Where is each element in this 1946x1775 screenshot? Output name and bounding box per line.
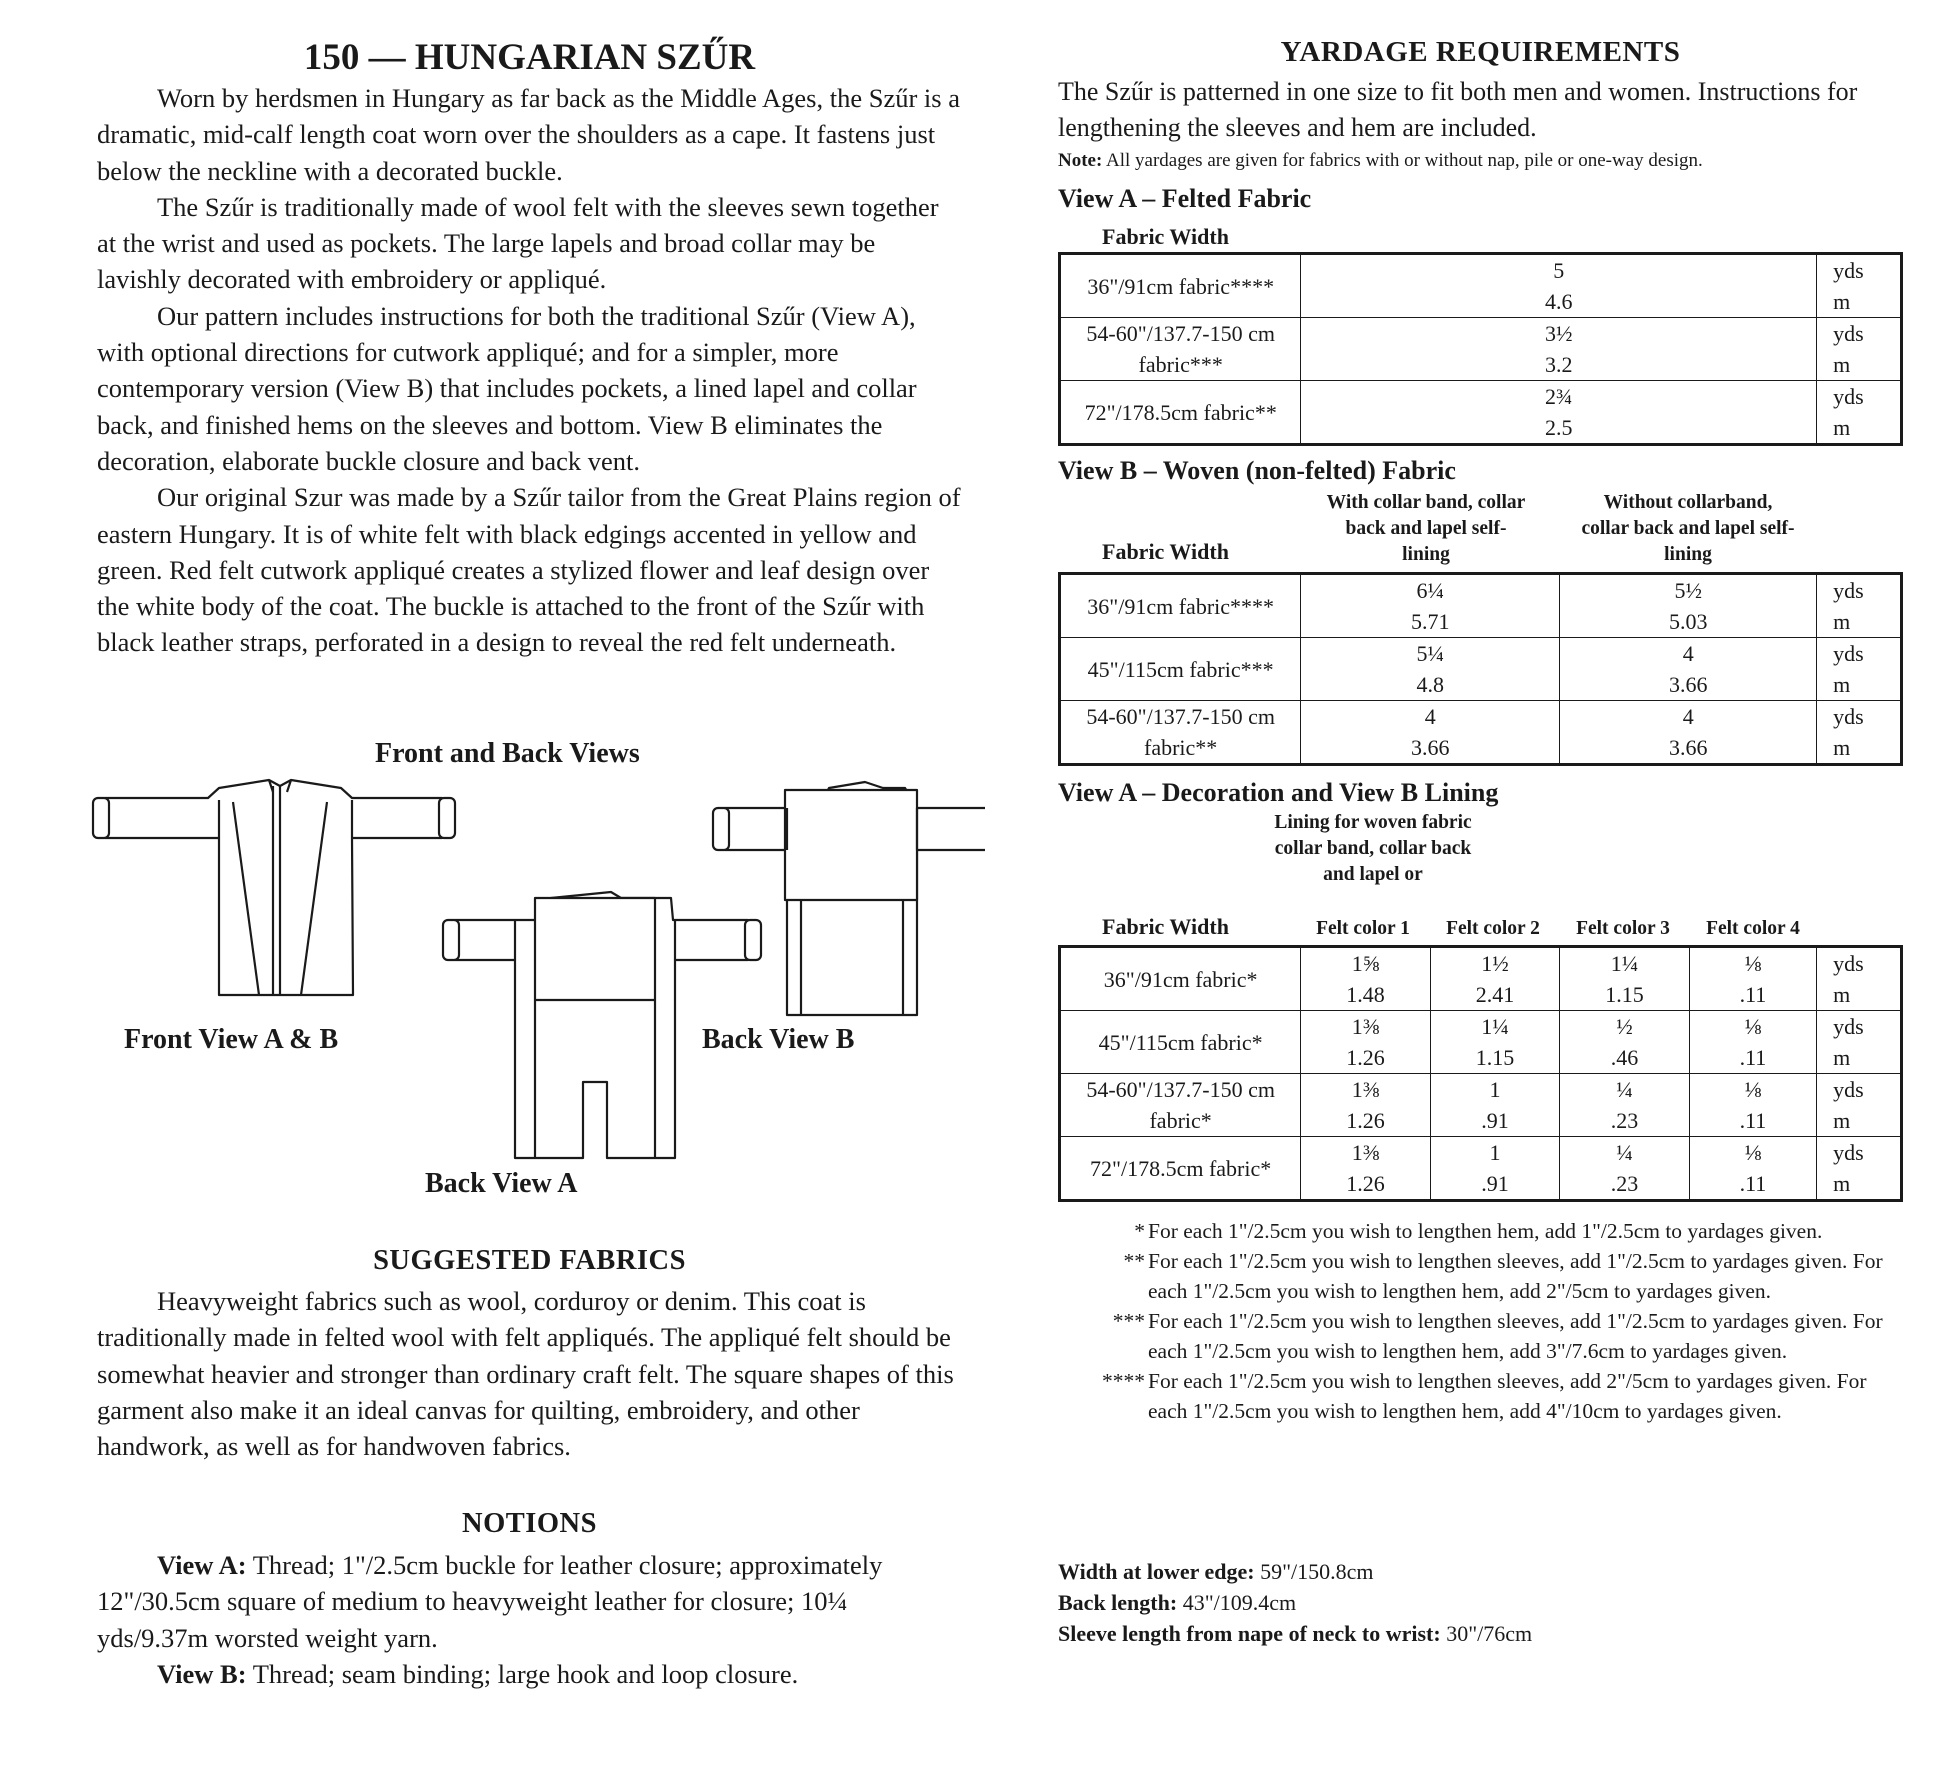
felt-color-4-cell (1689, 1137, 1816, 1201)
unit-cell (1817, 574, 1902, 638)
intro-paragraph: Worn by herdsmen in Hungary as far back as the Middle Ages, the Szűr is a dramatic, mid-calf length coat worn over the shoulders as a cape. It fastens just below the neckline with a decorated buckle. (97, 83, 960, 186)
felt-color-1-cell-yds: 1⅜ (1351, 1140, 1380, 1165)
footnote-text: For each 1"/2.5cm you wish to lengthen hem, add 1"/2.5cm to yardages given. (1148, 1219, 1823, 1243)
footnote-mark: **** (1102, 1369, 1145, 1393)
with-lining-cell (1301, 701, 1560, 765)
without-lining-cell-m: 3.66 (1668, 735, 1708, 760)
table-row (1060, 1011, 1902, 1074)
notions-view-b-text: Thread; seam binding; large hook and loop closure. (246, 1658, 799, 1689)
notions-view-a (97, 1547, 962, 1656)
felt-color-2-cell-m: .91 (1481, 1108, 1509, 1133)
unit-cell (1817, 947, 1902, 1011)
felt-color-2-header: Felt color 2 (1446, 918, 1540, 939)
fabrics-heading: SUGGESTED FABRICS (373, 1245, 686, 1276)
decoration-table (1058, 945, 1903, 1202)
felt-color-4-cell-m: .11 (1739, 1045, 1767, 1070)
note-label: Note: (1058, 150, 1103, 171)
felt-color-2-cell (1430, 947, 1559, 1011)
unit-yds: yds (1833, 258, 1864, 283)
view-b-table (1058, 572, 1903, 766)
finished-measurements (1058, 1556, 1532, 1649)
fabric-width-cell: 54-60"/137.7-150 cm fabric** (1060, 701, 1301, 765)
felt-color-4-cell-yds: ⅛ (1744, 1077, 1762, 1102)
felt-color-3-cell (1560, 1011, 1689, 1074)
table-row (1060, 947, 1902, 1011)
fabric-width-cell: 36"/91cm fabric**** (1060, 574, 1301, 638)
fabric-width-cell: 72"/178.5cm fabric* (1060, 1137, 1301, 1201)
measurement-label: Width at lower edge: (1058, 1559, 1255, 1584)
garment-illustration (85, 770, 985, 1190)
page-title: 150 — HUNGARIAN SZŰR (303, 37, 756, 78)
felt-color-4-cell-m: .11 (1739, 1171, 1767, 1196)
fabric-width-cell: 36"/91cm fabric**** (1060, 254, 1301, 318)
measurement-row (1058, 1556, 1532, 1587)
measurement-value: 30"/76cm (1440, 1621, 1533, 1646)
unit-m: m (1833, 1045, 1851, 1070)
without-lining-cell-m: 3.66 (1668, 672, 1708, 697)
measurement-value: 59"/150.8cm (1254, 1559, 1374, 1584)
unit-m: m (1833, 1171, 1851, 1196)
unit-cell (1817, 254, 1902, 318)
felt-color-4-cell-yds: ⅛ (1744, 1014, 1762, 1039)
back-view-b-drawing (713, 782, 985, 1015)
notions-view-a-text: Thread; 1"/2.5cm buckle for leather closure; approximately 12"/30.5cm square of medium to heavyweight leather for closure; 10¼ yds/9.37m worsted weight yarn. (97, 1550, 883, 1653)
footnote-mark: *** (1112, 1309, 1145, 1333)
felt-color-4-cell (1689, 947, 1816, 1011)
unit-cell (1817, 1137, 1902, 1201)
back-view-b-label: Back View B (702, 1024, 855, 1055)
footnote-text: For each 1"/2.5cm you wish to lengthen sleeves, add 1"/2.5cm to yardages given. For each 1"/2.5cm you wish to lengthen hem, add 3"/7.6cm to yardages given. (1148, 1309, 1883, 1363)
footnote (1098, 1366, 1898, 1426)
felt-color-3-header: Felt color 3 (1576, 918, 1670, 939)
without-lining-cell (1560, 574, 1817, 638)
with-lining-cell (1301, 638, 1560, 701)
unit-cell (1817, 381, 1902, 445)
view-b-col-header: Fabric Width (1102, 539, 1229, 564)
without-lining-cell-m: 5.03 (1668, 609, 1708, 634)
unit-cell (1817, 1074, 1902, 1137)
felt-color-4-cell (1689, 1074, 1816, 1137)
felt-color-3-cell-yds: 1¼ (1610, 951, 1639, 976)
felt-color-3-cell-m: 1.15 (1605, 982, 1644, 1007)
footnote (1098, 1246, 1898, 1306)
unit-m: m (1833, 352, 1851, 377)
intro-paragraph: The Szűr is traditionally made of wool felt with the sleeves sewn together at the wrist and used as pockets. The large lapels and broad collar may be lavishly decorated with embroidery or appliqué. (97, 191, 939, 295)
felt-color-1-cell (1301, 1137, 1430, 1201)
view-a-col-header: Fabric Width (1102, 224, 1229, 249)
unit-cell (1817, 1011, 1902, 1074)
unit-m: m (1833, 672, 1851, 697)
notions-heading: NOTIONS (462, 1508, 597, 1539)
unit-yds: yds (1833, 1077, 1864, 1102)
fabric-width-cell: 54-60"/137.7-150 cm fabric*** (1060, 318, 1301, 381)
yardage-cell-yds: 3½ (1545, 321, 1573, 346)
footnote-text: For each 1"/2.5cm you wish to lengthen sleeves, add 2"/5cm to yardages given. For each 1"/2.5cm you wish to lengthen hem, add 4"/10cm to yardages given. (1148, 1369, 1867, 1423)
intro-text (97, 80, 962, 661)
felt-color-2-cell (1430, 1011, 1559, 1074)
without-lining-cell-yds: 4 (1682, 704, 1694, 729)
back-view-a-label: Back View A (425, 1168, 578, 1199)
felt-color-2-cell-m: 2.41 (1475, 982, 1515, 1007)
with-lining-cell-m: 5.71 (1411, 609, 1450, 634)
unit-cell (1817, 701, 1902, 765)
unit-m: m (1833, 735, 1851, 760)
table-row (1060, 701, 1902, 765)
yardage-cell-m: 4.6 (1545, 289, 1573, 314)
fabric-width-cell: 36"/91cm fabric* (1060, 947, 1301, 1011)
unit-yds: yds (1833, 578, 1864, 603)
felt-color-2-cell-yds: 1 (1489, 1077, 1501, 1102)
felt-color-3-cell (1560, 1137, 1689, 1201)
table-row (1060, 1137, 1902, 1201)
notions-view-b-label: View B: (157, 1658, 247, 1689)
measurement-label: Sleeve length from nape of neck to wrist: (1058, 1621, 1441, 1646)
without-lining-cell-yds: 5½ (1674, 578, 1702, 603)
felt-color-3-cell-yds: ¼ (1616, 1140, 1633, 1165)
felt-color-1-cell-m: 1.48 (1346, 982, 1385, 1007)
footnote-mark: * (1134, 1219, 1145, 1243)
felt-color-3-cell-m: .23 (1610, 1171, 1639, 1196)
view-b-col2-header: Without collarband, collar back and lapel self-lining (1581, 492, 1795, 565)
felt-color-3-cell (1560, 947, 1689, 1011)
yardage-cell-m: 3.2 (1545, 352, 1573, 377)
unit-yds: yds (1833, 1014, 1864, 1039)
view-b-col1-header: With collar band, collar back and lapel self-lining (1326, 492, 1526, 565)
unit-yds: yds (1833, 321, 1864, 346)
unit-m: m (1833, 609, 1851, 634)
yardage-note (1058, 150, 1703, 172)
intro-paragraph: Our original Szur was made by a Szűr tailor from the Great Plains region of eastern Hungary. It is of white felt with black edgings accented in yellow and green. Red felt cutwork appliqué creates a stylized flower and leaf design over the white body of the coat. The buckle is attached to the front of the Szűr with black leather straps, perforated in a design to reveal the red felt underneath. (97, 482, 961, 658)
with-lining-cell-yds: 6¼ (1416, 578, 1444, 603)
yardage-intro: The Szűr is patterned in one size to fit both men and women. Instructions for lengthening the sleeves and hem are included. (1058, 77, 1858, 142)
unit-yds: yds (1833, 384, 1864, 409)
table-row (1060, 574, 1902, 638)
felt-color-3-cell-m: .23 (1610, 1108, 1639, 1133)
intro-paragraph: Our pattern includes instructions for both the traditional Szűr (View A), with optional directions for cutwork appliqué; and for a simpler, more contemporary version (View B) that includes pockets, a lined lapel and collar back, and finished hems on the sleeves and bottom. View B eliminates the decoration, elaborate buckle closure and back vent. (97, 300, 917, 476)
lining-header: Lining for woven fabric collar band, collar back and lapel or (1274, 812, 1472, 885)
measurement-row (1058, 1587, 1532, 1618)
table-row (1060, 318, 1902, 381)
yardage-cell (1301, 318, 1817, 381)
table-row (1060, 254, 1902, 318)
measurement-value: 43"/109.4cm (1177, 1590, 1297, 1615)
fabrics-paragraph: Heavyweight fabrics such as wool, corduroy or denim. This coat is traditionally made in felted wool with felt appliqués. The appliqué felt should be somewhat heavier and stronger than ordinary craft felt. The square shapes of this garment also make it an ideal canvas for quilting, embroidery, and other handwork, as well as for handwoven fabrics. (97, 1286, 954, 1462)
felt-color-2-cell-m: 1.15 (1475, 1045, 1515, 1070)
unit-yds: yds (1833, 951, 1864, 976)
felt-color-1-cell (1301, 1011, 1430, 1074)
felt-color-4-cell-m: .11 (1739, 1108, 1767, 1133)
felt-color-2-cell-yds: 1 (1489, 1140, 1501, 1165)
footnote-text: For each 1"/2.5cm you wish to lengthen sleeves, add 1"/2.5cm to yardages given. For each 1"/2.5cm you wish to lengthen hem, add 2"/5cm to yardages given. (1148, 1249, 1883, 1303)
felt-color-3-cell-yds: ½ (1616, 1014, 1633, 1039)
notions-text (97, 1547, 962, 1692)
unit-cell (1817, 318, 1902, 381)
felt-color-1-cell-m: 1.26 (1346, 1045, 1385, 1070)
with-lining-cell-m: 3.66 (1411, 735, 1450, 760)
notions-view-a-label: View A: (157, 1550, 247, 1580)
decoration-heading: View A – Decoration and View B Lining (1058, 778, 1499, 807)
front-view-drawing (93, 780, 455, 995)
table-row (1060, 381, 1902, 445)
felt-color-3-cell (1560, 1074, 1689, 1137)
felt-color-2-cell (1430, 1074, 1559, 1137)
fabric-width-cell: 54-60"/137.7-150 cm fabric* (1060, 1074, 1301, 1137)
yardage-title: YARDAGE REQUIREMENTS (1280, 36, 1681, 68)
notions-view-b (97, 1656, 962, 1692)
measurement-label: Back length: (1058, 1590, 1178, 1615)
unit-yds: yds (1833, 1140, 1864, 1165)
with-lining-cell (1301, 574, 1560, 638)
felt-color-4-cell-m: .11 (1739, 982, 1767, 1007)
unit-m: m (1833, 289, 1851, 314)
felt-color-1-header: Felt color 1 (1316, 918, 1410, 939)
without-lining-cell (1560, 638, 1817, 701)
felt-color-4-cell-yds: ⅛ (1744, 1140, 1762, 1165)
unit-m: m (1833, 415, 1851, 440)
felt-color-1-cell-m: 1.26 (1346, 1171, 1385, 1196)
with-lining-cell-yds: 4 (1424, 704, 1436, 729)
yardage-cell (1301, 381, 1817, 445)
unit-yds: yds (1833, 641, 1864, 666)
felt-color-1-cell-yds: 1⅝ (1351, 951, 1380, 976)
measurement-row (1058, 1618, 1532, 1649)
footnotes (1098, 1216, 1898, 1426)
felt-color-1-cell-m: 1.26 (1346, 1108, 1385, 1133)
with-lining-cell-m: 4.8 (1416, 672, 1444, 697)
felt-color-1-cell (1301, 1074, 1430, 1137)
with-lining-cell-yds: 5¼ (1416, 641, 1444, 666)
unit-m: m (1833, 1108, 1851, 1133)
view-a-table (1058, 252, 1903, 446)
view-a-heading: View A – Felted Fabric (1058, 184, 1312, 213)
table-row (1060, 638, 1902, 701)
yardage-cell-yds: 2¾ (1545, 384, 1573, 409)
felt-color-4-header: Felt color 4 (1706, 918, 1800, 939)
yardage-cell (1301, 254, 1817, 318)
felt-color-2-cell-yds: 1¼ (1481, 1014, 1509, 1039)
felt-color-3-cell-yds: ¼ (1616, 1077, 1633, 1102)
fabric-width-cell: 45"/115cm fabric* (1060, 1011, 1301, 1074)
unit-yds: yds (1833, 704, 1864, 729)
felt-color-2-cell (1430, 1137, 1559, 1201)
unit-cell (1817, 638, 1902, 701)
footnote (1098, 1306, 1898, 1366)
fabric-width-cell: 45"/115cm fabric*** (1060, 638, 1301, 701)
without-lining-cell-yds: 4 (1682, 641, 1694, 666)
felt-color-1-cell (1301, 947, 1430, 1011)
felt-color-4-cell-yds: ⅛ (1744, 951, 1762, 976)
felt-color-2-cell-m: .91 (1481, 1171, 1509, 1196)
felt-color-2-cell-yds: 1½ (1481, 951, 1509, 976)
view-b-heading: View B – Woven (non-felted) Fabric (1058, 456, 1456, 485)
felt-color-4-cell (1689, 1011, 1816, 1074)
felt-color-1-cell-yds: 1⅜ (1351, 1014, 1380, 1039)
yardage-cell-yds: 5 (1553, 258, 1565, 283)
front-view-label: Front View A & B (124, 1024, 339, 1055)
unit-m: m (1833, 982, 1851, 1007)
without-lining-cell (1560, 701, 1817, 765)
fabrics-text (97, 1283, 962, 1464)
felt-color-3-cell-m: .46 (1610, 1045, 1639, 1070)
fabric-width-cell: 72"/178.5cm fabric** (1060, 381, 1301, 445)
note-text: All yardages are given for fabrics with or without nap, pile or one-way design. (1102, 150, 1703, 171)
figure-title: Front and Back Views (375, 738, 640, 769)
felt-color-1-cell-yds: 1⅜ (1351, 1077, 1380, 1102)
yardage-cell-m: 2.5 (1545, 415, 1573, 440)
footnote-mark: ** (1123, 1249, 1145, 1273)
table-row (1060, 1074, 1902, 1137)
decoration-col-header: Fabric Width (1102, 914, 1229, 939)
footnote (1098, 1216, 1898, 1246)
